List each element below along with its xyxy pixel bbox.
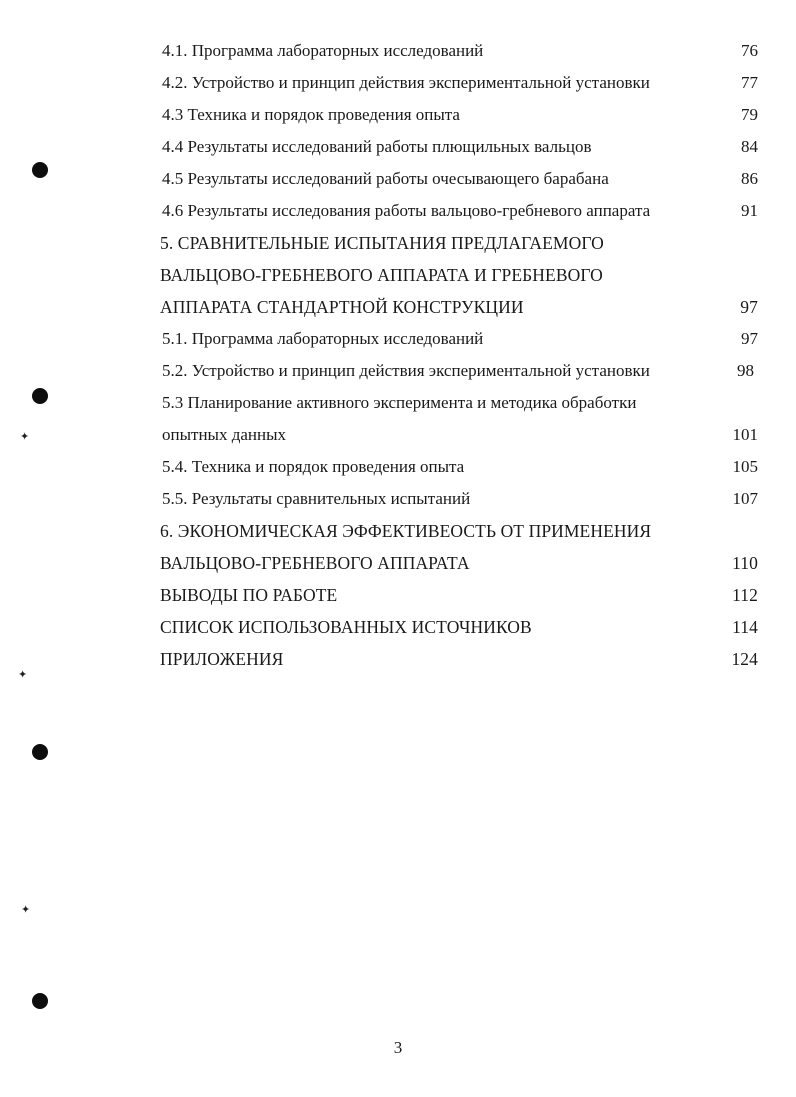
toc-entry-title: 4.1. Программа лабораторных исследований [162, 41, 484, 60]
toc-entry-page: 84 [741, 137, 758, 156]
scan-speck: ✦ [20, 431, 30, 443]
scan-speck: ✦ [21, 904, 31, 916]
toc-entry-title: 6. ЭКОНОМИЧЕСКАЯ ЭФФЕКТИВЕОСТЬ ОТ ПРИМЕНЕНИЯ [160, 521, 652, 541]
toc-entry [160, 547, 764, 579]
toc-entry-title: 4.3 Техника и порядок проведения опыта [162, 105, 460, 124]
scan-speck: ✦ [18, 669, 28, 681]
toc-entry-title: ВЫВОДЫ ПО РАБОТЕ [160, 585, 338, 605]
toc-entry [160, 611, 764, 643]
toc-entry [160, 515, 764, 547]
toc-entry-title: 4.6 Результаты исследования работы вальцово-гребневого аппарата [162, 201, 651, 220]
toc-entry [160, 227, 764, 259]
toc-entry [160, 579, 764, 611]
toc-entry-title: АППАРАТА СТАНДАРТНОЙ КОНСТРУКЦИИ [160, 297, 524, 317]
toc-entry-title: 5.2. Устройство и принцип действия экспериментальной установки [162, 361, 650, 380]
toc-entry-title: 4.5 Результаты исследований работы очесывающего барабана [162, 169, 609, 188]
toc-entry [160, 643, 764, 675]
toc-entry [160, 355, 764, 387]
toc-entry [160, 195, 764, 227]
toc-entry [160, 35, 764, 67]
toc-entry-page: 124 [731, 649, 758, 669]
toc-entry-page: 91 [741, 201, 758, 220]
toc-entry [160, 163, 764, 195]
toc-entry-page: 101 [732, 425, 758, 444]
toc-entry-title: 5.5. Результаты сравнительных испытаний [162, 489, 471, 508]
toc-entry [160, 99, 764, 131]
toc-entry-title: опытных данных [162, 425, 287, 444]
toc-entry-page: 107 [732, 489, 758, 508]
toc-entry-page: 105 [732, 457, 758, 476]
punch-hole [32, 162, 48, 178]
toc-entry-page: 79 [741, 105, 758, 124]
toc-entry [160, 323, 764, 355]
toc-entry-title: 5. СРАВНИТЕЛЬНЫЕ ИСПЫТАНИЯ ПРЕДЛАГАЕМОГО [160, 233, 604, 253]
page-number: 3 [393, 1038, 403, 1057]
toc-entry-title: ВАЛЬЦОВО-ГРЕБНЕВОГО АППАРАТА [160, 553, 470, 573]
toc-entry-page: 77 [741, 73, 758, 92]
toc-entry [160, 259, 764, 291]
toc-entry [160, 67, 764, 99]
toc-entry [160, 419, 764, 451]
toc-entry-title: 5.4. Техника и порядок проведения опыта [162, 457, 465, 476]
toc-entry [160, 451, 764, 483]
toc-entry-title: 4.4 Результаты исследований работы плющильных вальцов [162, 137, 592, 156]
toc-entry-title: ПРИЛОЖЕНИЯ [160, 649, 284, 669]
toc-entry-title: 5.3 Планирование активного эксперимента и методика обработки [162, 393, 637, 412]
toc-entry-title: 4.2. Устройство и принцип действия экспериментальной установки [162, 73, 650, 92]
toc-entry [160, 483, 764, 515]
toc-entry-page: 98 [737, 361, 754, 380]
toc-entry-title: СПИСОК ИСПОЛЬЗОВАННЫХ ИСТОЧНИКОВ [160, 617, 532, 637]
toc-entry-page: 97 [740, 297, 758, 317]
toc-entry-page: 114 [732, 617, 758, 637]
toc-entry [160, 131, 764, 163]
toc-entry-page: 112 [732, 585, 758, 605]
toc-entry [160, 387, 764, 419]
punch-hole [32, 993, 48, 1009]
toc-entry-title: ВАЛЬЦОВО-ГРЕБНЕВОГО АППАРАТА И ГРЕБНЕВОГО [160, 265, 603, 285]
toc-entry-title: 5.1. Программа лабораторных исследований [162, 329, 484, 348]
toc-entry [160, 291, 764, 323]
toc-entry-page: 76 [741, 41, 758, 60]
toc-entry-page: 97 [741, 329, 758, 348]
punch-hole [32, 388, 48, 404]
toc-entry-page: 86 [741, 169, 758, 188]
table-of-contents [160, 35, 764, 675]
punch-hole [32, 744, 48, 760]
toc-entry-page: 110 [732, 553, 758, 573]
